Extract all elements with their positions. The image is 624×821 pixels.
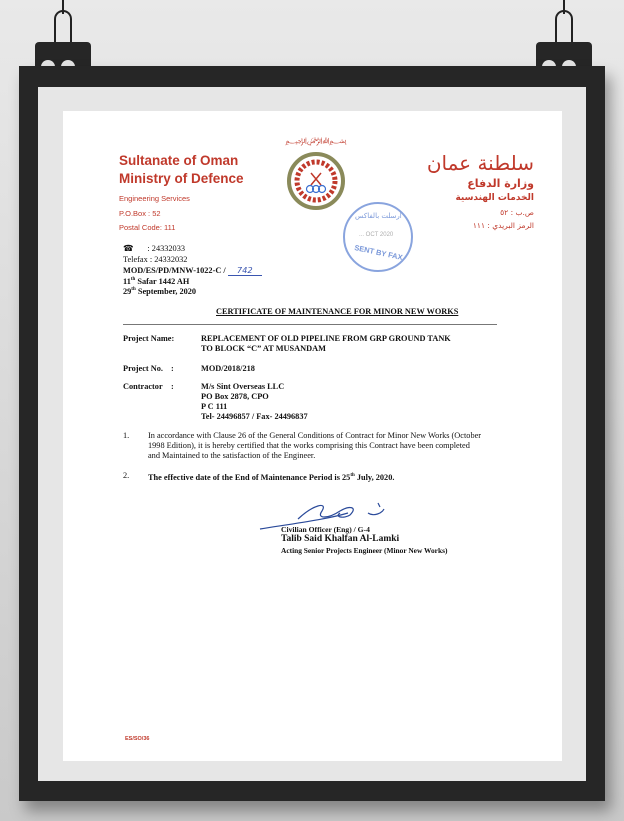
project-name-label: Project Name: [123,334,175,343]
hanger-clip-right [536,42,592,68]
contractor-label: Contractor : [123,382,174,391]
certificate-title: CERTIFICATE OF MAINTENANCE FOR MINOR NEW WORKS [216,307,459,316]
ministry-emblem-icon [281,133,351,213]
reference-number: MOD/ES/PD/MNW-1022-C / 742 [123,265,262,276]
header-sultanate: Sultanate of Oman [119,153,239,168]
clause-2-number: 2. [123,471,130,480]
signatory-title: Acting Senior Projects Engineer (Minor New Works) [281,546,448,555]
header-ar-sultanate: سلطنة عمان [426,151,534,175]
header-ar-pobox: ص.ب : ٥٢ [500,208,534,217]
sent-by-fax-stamp: أرسلت بالفاكس ... OCT 2020 SENT BY FAX [343,202,413,272]
date-gregorian: 29th September, 2020 [123,286,197,296]
contractor-value: M/s Sint Overseas LLC PO Box 2878, CPO P C 111 Tel- 24496857 / Fax- 24496837 [201,382,308,421]
hanger-hook-left [54,10,72,44]
hanger-clip-left [35,42,91,68]
frame-mat [38,87,586,781]
picture-frame [19,66,605,801]
signatory-rank: Civilian Officer (Eng) / G-4 [281,525,370,534]
signatory-name: Talib Said Khalfan Al-Lamki [281,534,400,544]
phone-line: ☎ : 24332033 [123,244,185,253]
header-pobox: P.O.Box : 52 [119,209,161,218]
telephone-icon: ☎ [123,244,134,253]
project-no-label: Project No. : [123,364,174,373]
svg-text:﷽: ﷽ [285,136,347,145]
header-ar-ministry: وزارة الدفاع [467,177,534,190]
clause-2-text: The effective date of the End of Maintenance Period is 25th July, 2020. [148,472,395,482]
header-dept: Engineering Services [119,194,190,203]
certificate-document [63,111,562,761]
header-ministry: Ministry of Defence [119,171,244,186]
clause-1-number: 1. [123,431,130,440]
footer-form-code: ES/SO/36 [125,736,150,742]
project-no-value: MOD/2018/218 [201,364,255,373]
header-postal: Postal Code: 111 [119,223,176,232]
date-hijri: 11th Safar 1442 AH [123,276,190,286]
header-ar-postal: الرمز البريدي : ١١١ [472,221,534,230]
project-name-value: REPLACEMENT OF OLD PIPELINE FROM GRP GROUND TANK TO BLOCK “C” AT MUSANDAM [201,334,451,353]
telefax-line: Telefax : 24332032 [123,255,188,264]
hanger-hook-right [555,10,573,44]
clause-1-text: In accordance with Clause 26 of the General Conditions of Contract for Minor New Works (October 1998 Edition), it is hereby certified that the works comprising this Contract have been completed and Maintained to the satisfaction of the Engineer. [148,431,482,460]
title-divider [123,324,497,325]
header-ar-dept: الخدمات الهندسية [455,193,534,203]
